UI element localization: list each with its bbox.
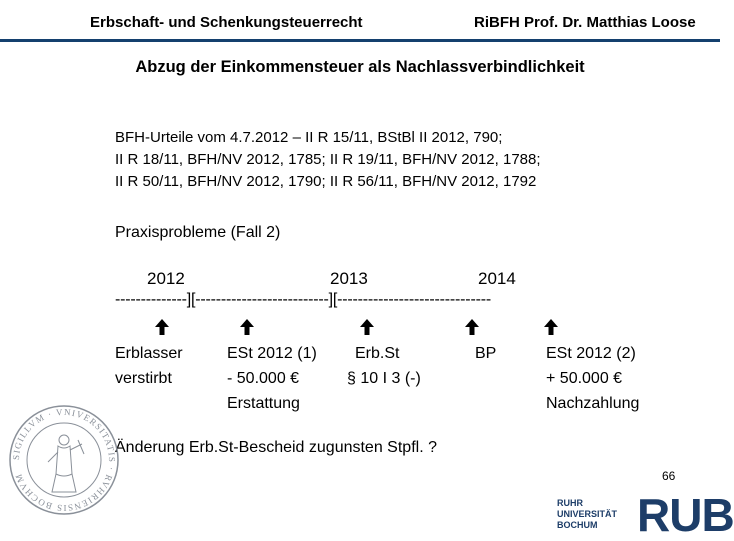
logo-line: UNIVERSITÄT [557,509,618,519]
up-arrow-icon [357,318,377,336]
citation-line: II R 50/11, BFH/NV 2012, 1790; II R 56/11, BFH/NV 2012, 1792 [115,173,537,190]
slide-title: Abzug der Einkommensteuer als Nachlassverbindlichkeit [135,58,585,76]
event-line: - 50.000 € [227,370,300,387]
logo-line: BOCHUM [557,520,598,530]
event-est-2012-2 [546,341,639,416]
event-line: Nachzahlung [546,395,640,412]
header-divider [0,39,720,42]
up-arrow-icon [462,318,482,336]
event-line: Erblasser [115,345,183,362]
event-line: ESt 2012 (1) [227,345,317,362]
event-bp [475,341,496,366]
event-erblasser [115,341,183,391]
seal-text: SIGILLVM · VNIVERSITATIS · RVHRIENSIS BOCHVM [10,406,118,514]
course-title: Erbschaft- und Schenkungsteuerrecht [90,14,363,31]
timeline-line: --------------][--------------------------][------------------------------ [115,291,491,308]
event-line: BP [475,345,497,362]
event-erbst [347,341,421,391]
event-line: § 10 I 3 (-) [347,370,421,387]
practice-heading: Praxisprobleme (Fall 2) [115,224,281,241]
university-logo: RUB [637,489,734,541]
up-arrow-icon [541,318,561,336]
up-arrow-icon [152,318,172,336]
event-line: verstirbt [115,370,172,387]
event-line: ESt 2012 (2) [546,345,636,362]
university-seal [8,404,120,516]
year-2013: 2013 [330,269,368,288]
event-line: Erb.St [355,345,400,362]
citation-line: BFH-Urteile vom 4.7.2012 – II R 15/11, BStBl II 2012, 790; [115,129,503,146]
lecturer-name: RiBFH Prof. Dr. Matthias Loose [474,14,696,31]
citation-block [115,127,541,193]
event-line: Erstattung [227,395,300,412]
event-est-2012-1 [227,341,317,416]
question-line: Änderung Erb.St-Bescheid zugunsten Stpfl. ? [115,439,437,456]
year-2014: 2014 [478,269,516,288]
year-2012: 2012 [147,269,185,288]
up-arrow-icon [237,318,257,336]
university-logo-text [557,498,617,531]
citation-line: II R 18/11, BFH/NV 2012, 1785; II R 19/11, BFH/NV 2012, 1788; [115,151,541,168]
page-number: 66 [662,469,676,483]
logo-line: RUHR [557,498,583,508]
event-line: + 50.000 € [546,370,623,387]
slide-header [0,0,720,40]
